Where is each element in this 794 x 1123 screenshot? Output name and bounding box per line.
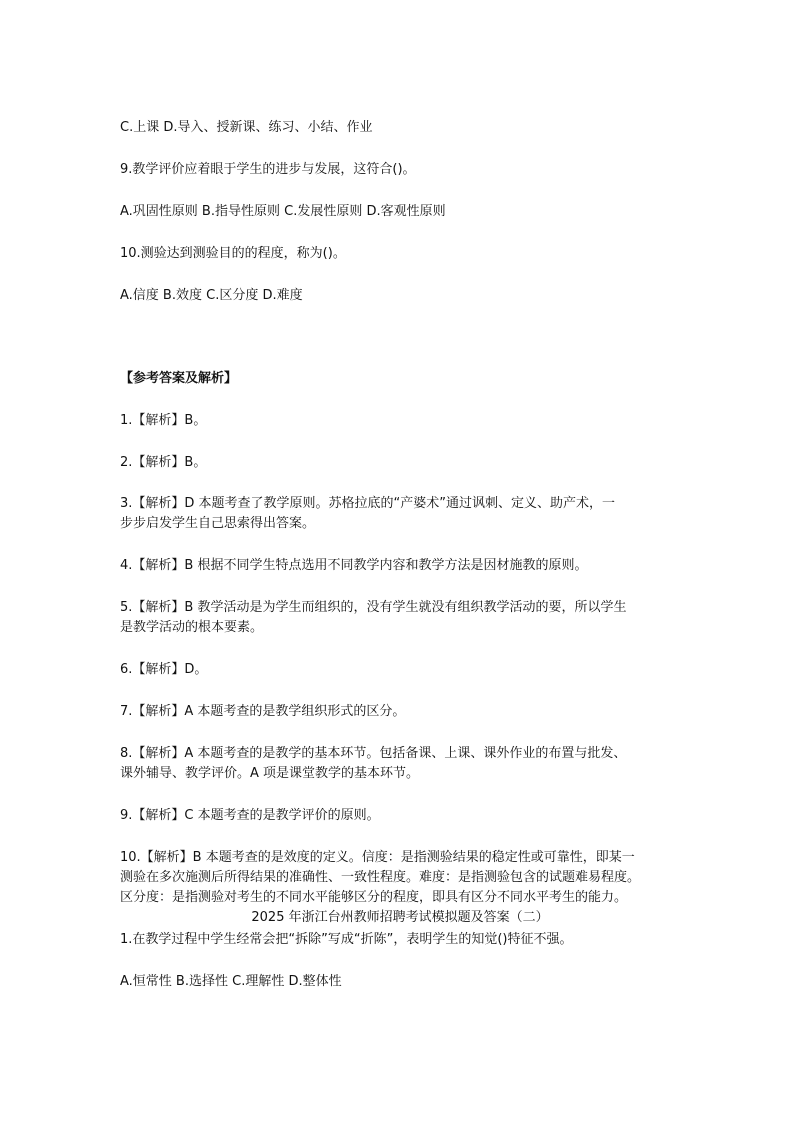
answer-5-line-2: 是教学活动的根本要素。 (120, 620, 264, 635)
q8-options-continued: C.上课 D.导入、授新课、练习、小结、作业 (120, 120, 373, 135)
q10-stem: 10.测验达到测验目的的程度，称为()。 (120, 246, 346, 261)
answer-6: 6.【解析】D。 (120, 662, 208, 677)
answer-3-line-2: 步步启发学生自己思索得出答案。 (120, 516, 316, 531)
answer-10-line-2: 测验在多次施测后所得结果的准确性、一致性程度。难度：是指测验包含的试题难易程度。 (120, 870, 641, 885)
q9-stem: 9.教学评价应着眼于学生的进步与发展，这符合()。 (120, 162, 416, 177)
answer-1: 1.【解析】B。 (120, 413, 207, 428)
answer-2: 2.【解析】B。 (120, 455, 207, 470)
answer-8-line-2: 课外辅导、教学评价。A 项是课堂教学的基本环节。 (120, 766, 420, 781)
answer-10-line-1: 10.【解析】B 本题考查的是效度的定义。信度：是指测验结果的稳定性或可靠性，即某一 (120, 850, 635, 865)
s2-q1-options: A.恒常性 B.选择性 C.理解性 D.整体性 (120, 974, 342, 989)
answer-4: 4.【解析】B 根据不同学生特点选用不同教学内容和教学方法是因材施教的原则。 (120, 558, 588, 573)
answer-8-line-1: 8.【解析】A 本题考查的是教学的基本环节。包括备课、上课、课外作业的布置与批发、 (120, 746, 627, 761)
answer-10-line-3: 区分度：是指测验对考生的不同水平能够区分的程度，即具有区分不同水平考生的能力。 (120, 890, 628, 905)
q10-options: A.信度 B.效度 C.区分度 D.难度 (120, 288, 303, 303)
answer-5-line-1: 5.【解析】B 教学活动是为学生而组织的，没有学生就没有组织教学活动的要，所以学生 (120, 600, 627, 615)
answer-7: 7.【解析】A 本题考查的是教学组织形式的区分。 (120, 704, 406, 719)
answer-3-line-1: 3.【解析】D 本题考查了教学原则。苏格拉底的“产婆术”通过讽刺、定义、助产术，一 (120, 496, 616, 511)
answer-9: 9.【解析】C 本题考查的是教学评价的原则。 (120, 808, 380, 823)
answers-heading: 【参考答案及解析】 (120, 371, 238, 386)
s2-q1-stem: 1.在教学过程中学生经常会把“拆除”写成“折陈”，表明学生的知觉()特征不强。 (120, 932, 573, 947)
section-2-title: 2025 年浙江台州教师招聘考试模拟题及答案（二） (251, 910, 549, 925)
q9-options: A.巩固性原则 B.指导性原则 C.发展性原则 D.客观性原则 (120, 204, 446, 219)
